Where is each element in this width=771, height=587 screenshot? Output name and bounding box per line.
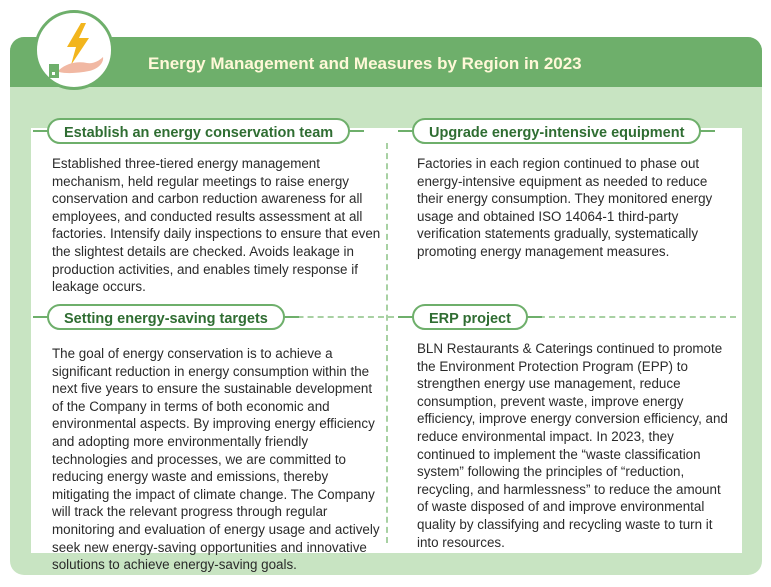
- section-title-saving-targets: Setting energy-saving targets: [47, 304, 285, 330]
- page-title: Energy Management and Measures by Region in 2023: [148, 54, 582, 73]
- section-body-erp-project: BLN Restaurants & Caterings continued to promote the Environment Protection Program (EPP) to strengthen energy use management, reduce consumption, prevent waste, improve energy efficiency, improve energy conversion efficiency, and reduce environmental impact. In 2023, they continued to implement the “waste classification system” following the principles of “reduction, recycling, and harmlessness” to reduce the amount of waste disposed of and improve environmental quality by classifying and recycling waste to turn it into resources.: [417, 341, 728, 550]
- section-body-upgrade-equipment: Factories in each region continued to phase out energy-intensive equipment as needed to reduce their energy consumption. They monitored energy usage and obtained ISO 14064-1 third-party verification statements gradually, systematically promoting energy management measures.: [417, 156, 713, 259]
- vertical-divider: [386, 143, 388, 543]
- section-title-upgrade-equipment: Upgrade energy-intensive equipment: [412, 118, 701, 144]
- section-title-erp-project: ERP project: [412, 304, 528, 330]
- logo-badge: [34, 10, 114, 90]
- section-title-energy-team: Establish an energy conservation team: [47, 118, 350, 144]
- section-body-saving-targets: The goal of energy conservation is to achieve a significant reduction in energy consumption within the next five years to ensure the sustainable development of the Company in terms of both economic and environmental aspects. By improving energy efficiency and adopting more environmentally friendly technologies and processes, we are committed to reducing energy waste and emissions, thereby mitigating the impact of climate change. The Company will track the relevant progress through regular monitoring and evaluation of energy usage and actively seek new energy-saving opportunities and innovative solutions to achieve energy-saving goals.: [52, 346, 380, 573]
- hand-lightning-icon: [37, 13, 111, 87]
- section-body-energy-team: Established three-tiered energy management mechanism, held regular meetings to raise energy conservation and carbon reduction awareness for all employees, and conducted results assessment at all factories. Intensify daily inspections to ensure that even the slightest details are checked. Avoids leakage in production activities, and enables timely response if leakage occurs.: [52, 156, 381, 295]
